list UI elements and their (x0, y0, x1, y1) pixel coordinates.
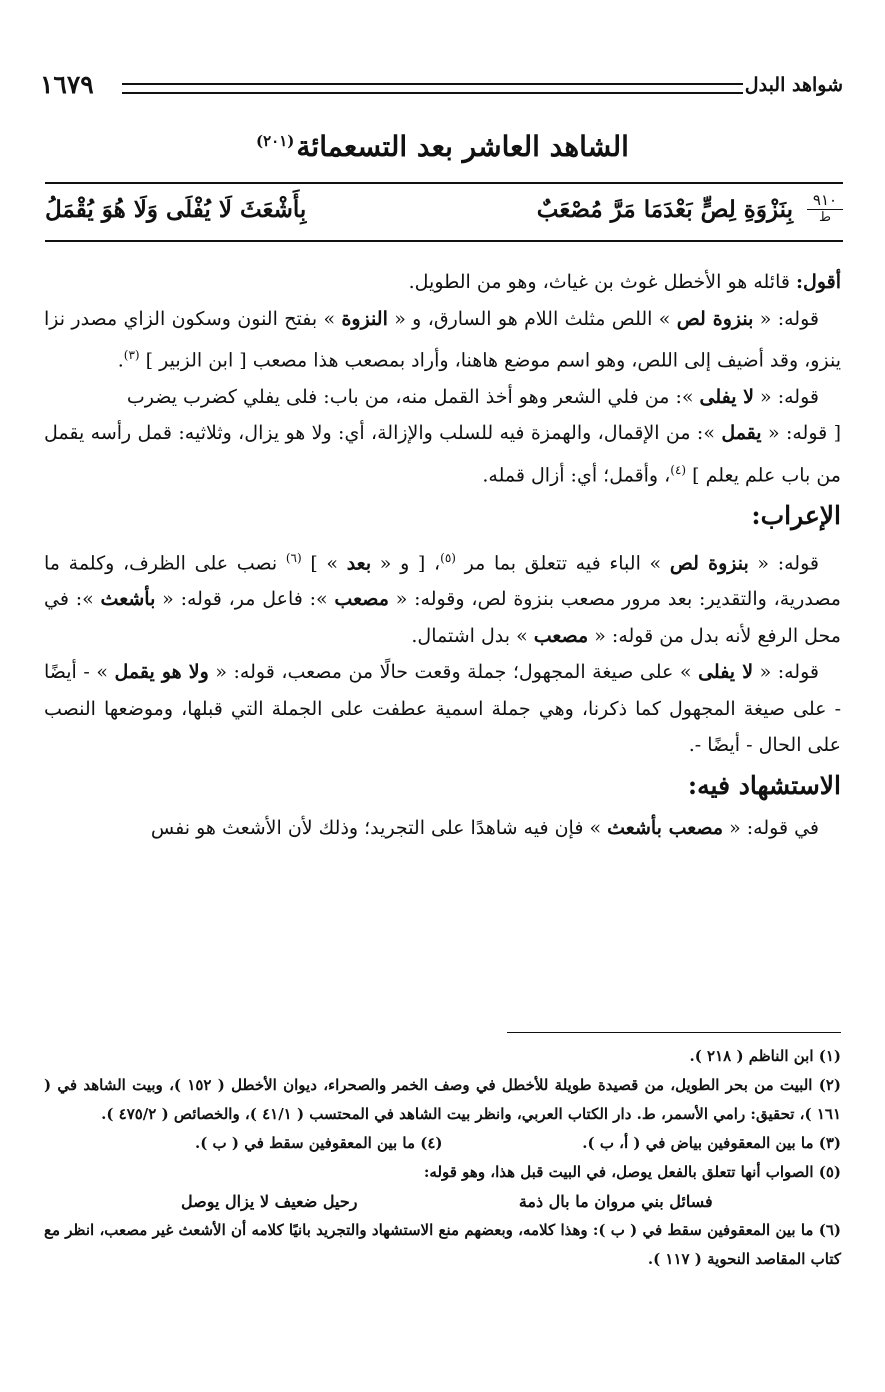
quoted-term: بنزوة لص (676, 307, 754, 330)
text-run: . (117, 349, 124, 372)
text-run: » فإن فيه شاهدًا على التجريد؛ وذلك لأن الأشعث هو نفس (150, 816, 608, 839)
section-title-text: الشاهد العاشر بعد التسعمائة (296, 130, 629, 163)
text-run: » الباء فيه تتعلق بما مر (455, 551, 670, 574)
text-run: »: فاعل مر، قوله: « (155, 588, 335, 611)
verse-first-hemistich: بِنَزْوَةِ لِصٍّ بَعْدَمَا مَرَّ مُصْعَبٌ (536, 196, 793, 223)
footnote-1: (١) ابن الناظم ( ٢١٨ ). (689, 1047, 841, 1065)
text-run: » بفتح النون وسكون الزاي مصدر نزا ينزو، وقد أضيف إلى اللص، وهو اسم موضع هاهنا، وأراد بمصعب هذا مصعب [ ابن الزبير ] (44, 307, 841, 372)
text-run: » اللص مثلث اللام هو السارق، و « (387, 307, 677, 330)
quoted-term: ولا هو يقمل (114, 661, 209, 684)
footnote-row-3-4 (44, 1129, 841, 1158)
label-aqulu: أقول: (796, 271, 841, 293)
footnote-5-verse-second: رحيل ضعيف لا يزال يوصل (181, 1192, 358, 1211)
footnote-5: (٥) الصواب أنها تتعلق بالفعل يوصل، في البيت قبل هذا، وهو قوله: (423, 1163, 841, 1181)
footnotes (44, 1042, 841, 1274)
quoted-term: بنزوة لص (669, 551, 749, 574)
quoted-term: بعد (346, 551, 372, 574)
page-number: ١٦٧٩ (40, 70, 94, 99)
quoted-term: مصعب (533, 624, 589, 647)
heading-irab: الإعراب: (751, 500, 841, 530)
text-run: »: في محل الرفع لأنه بدل من قوله: « (44, 588, 841, 647)
text-run: قوله: « (753, 661, 819, 684)
heading-istishhad: الاستشهاد فيه: (687, 770, 841, 800)
quoted-term: يقمل (721, 422, 762, 445)
page-header (40, 70, 843, 104)
text-run: » ] (301, 551, 347, 574)
text-run: ، وأقمل؛ أي: أزال قمله. (482, 464, 671, 487)
footnote-separator (507, 1032, 841, 1033)
footnote-ref: (٣) (123, 348, 140, 362)
main-text (44, 264, 841, 846)
verse-second-hemistich: بِأَشْعَثَ لَا يُفْلَى وَلَا هُوَ يُقْمَلُ (45, 196, 307, 223)
verse-box (45, 182, 843, 242)
section-title-footnote-ref: (٢٠١) (256, 131, 295, 150)
paragraph-text: قائله هو الأخطل غوث بن غياث، وهو من الطويل. (408, 271, 796, 293)
verse-meter-abbr: ط (818, 210, 832, 225)
quoted-term: مصعب (334, 588, 389, 611)
paragraph-irab-2 (44, 654, 841, 764)
paragraph-nazwa (44, 301, 841, 379)
quoted-term: لا يفلى (698, 661, 754, 684)
text-run: ، [ و « (371, 551, 441, 574)
verse-number-value: ٩١٠ (807, 192, 843, 210)
footnote-5-verse-first: فسائل بني مروان ما بال ذمة (518, 1192, 713, 1211)
footnote-6: (٦) ما بين المعقوفين سقط في ( ب ): وهذا كلامه، وبعضهم منع الاستشهاد والتجريد بانيًا كلامه أن الأشعث غير مصعب، انظر مع كتاب المقاصد النحوية ( ١١٧ ). (44, 1221, 841, 1268)
text-run: في قوله: « (723, 816, 819, 839)
text-run: » - أيضًا - على صيغة المجهول كما ذكرنا، وهي جملة اسمية عطفت على الجملة التي قبلها، وموضعها النصب على الحال - أيضًا -. (44, 661, 841, 757)
footnote-2: (٢) البيت من بحر الطويل، من قصيدة طويلة للأخطل في وصف الخمر والصحراء، ديوان الأخطل ( ١٥٢ )، وبيت الشاهد في ( ١٦١ )، تحقيق: رامي الأسمر، ط. دار الكتاب العربي، وانظر بيت الشاهد في المحتسب ( ٤١/١ )، والخصائص ( ٤٧٥/٢ ). (44, 1076, 841, 1123)
text-run: [ قوله: « (761, 422, 841, 445)
running-title: شواهد البدل (744, 74, 843, 96)
quoted-term: النزوة (341, 307, 388, 330)
header-double-rule (122, 83, 743, 94)
text-run: نصب على الظرف، وكلمة ما مصدرية، والتقدير: بعد مرور مصعب بنزوة لص، وقوله: « (44, 551, 841, 611)
quoted-term: لا يفلى (699, 385, 755, 408)
footnote-ref: (٦) (285, 550, 302, 565)
verse-number (807, 192, 843, 226)
paragraph-yufla (44, 379, 841, 416)
paragraph-irab-1 (44, 540, 841, 655)
text-run: »: من فلي الشعر وهو أخذ القمل منه، من باب: فلى يفلي كضرب يضرب (126, 385, 700, 408)
paragraph-yuqmal (44, 415, 841, 493)
quoted-term: بأشعث (100, 588, 156, 611)
text-run: » بدل اشتمال. (411, 624, 534, 647)
footnote-ref: (٤) (670, 462, 687, 477)
footnote-3: (٣) ما بين المعقوفين بياض في ( أ، ب ). (582, 1134, 841, 1152)
text-run: قوله: « (754, 385, 819, 408)
quoted-term: مصعب بأشعث (607, 816, 724, 839)
paragraph-istishhad (44, 810, 841, 847)
footnote-5-verse (44, 1187, 841, 1216)
text-run: قوله: « (753, 307, 819, 330)
text-run: » على صيغة المجهول؛ جملة وقعت حالًا من مصعب، قوله: « (208, 661, 699, 684)
footnote-ref: (٥) (440, 550, 456, 565)
paragraph-author (44, 264, 841, 301)
text-run: قوله: « (748, 551, 819, 574)
text-run: »: من الإقمال، والهمزة فيه للسلب والإزالة، أي: ولا هو يزال، وثلاثيه: قمل رأسه يقمل من باب علم يعلم ] (44, 422, 841, 487)
footnote-4: (٤) ما بين المعقوفين سقط في ( ب ). (195, 1134, 443, 1152)
section-title (0, 130, 885, 163)
